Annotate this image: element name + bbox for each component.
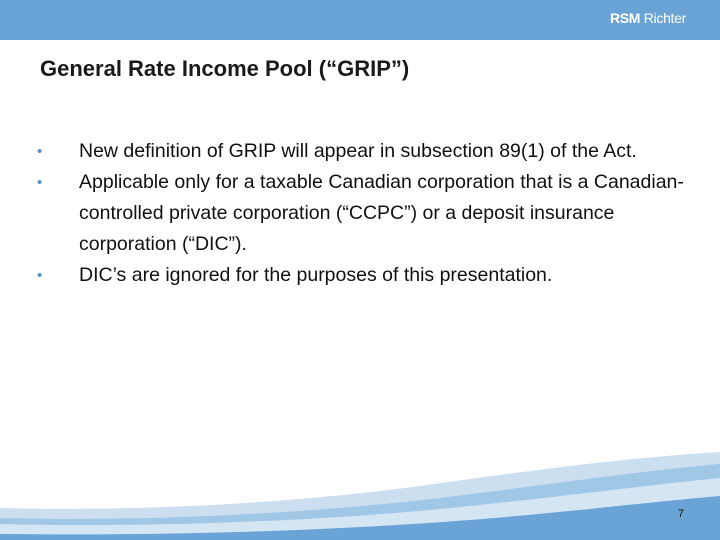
bullet-item	[37, 260, 687, 291]
bullet-icon: •	[37, 174, 43, 191]
slide-title: General Rate Income Pool (“GRIP”)	[40, 56, 410, 81]
brand-logo-part1: RSM	[609, 10, 641, 26]
brand-logo-part2: Richter	[640, 10, 686, 26]
header-bar	[0, 0, 720, 40]
bullet-text: DIC’s are ignored for the purposes of this presentation.	[79, 264, 553, 286]
bullet-item	[37, 136, 687, 167]
bullet-item	[37, 167, 687, 260]
bullet-list	[37, 136, 687, 291]
bottom-wave-decoration	[0, 450, 720, 540]
bullet-text: New definition of GRIP will appear in subsection 89(1) of the Act.	[79, 140, 637, 162]
bullet-icon: •	[37, 143, 43, 160]
bullet-text: Applicable only for a taxable Canadian corporation that is a Canadian-controlled private corporation (“CCPC”) or a deposit insurance corporation (“DIC”).	[79, 171, 684, 255]
brand-logo	[610, 10, 686, 26]
page-number: 7	[677, 508, 684, 520]
bullet-icon: •	[37, 267, 43, 284]
